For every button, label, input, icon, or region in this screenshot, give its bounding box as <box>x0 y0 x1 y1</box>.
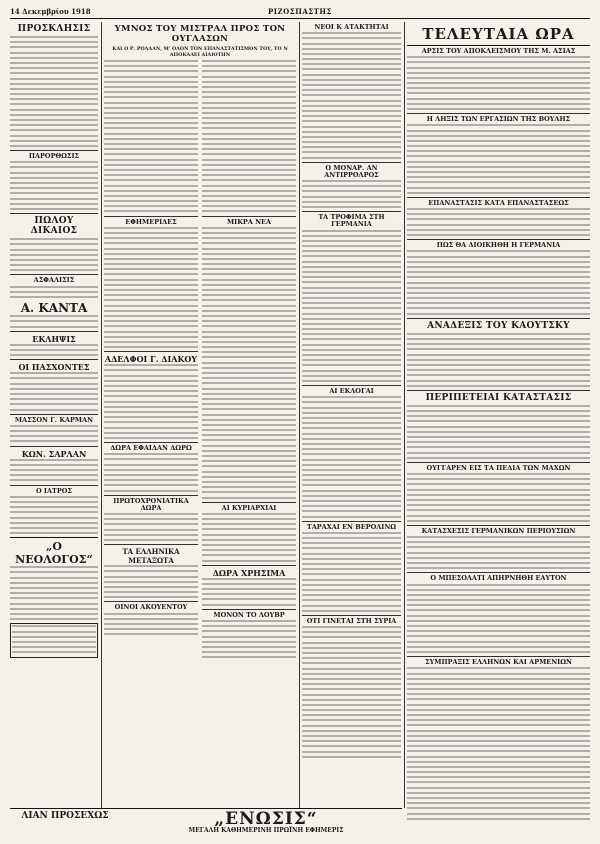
paper-name: ΡΙΖΟΣΠΑΣΤΗΣ <box>268 7 332 16</box>
article-text <box>407 333 590 387</box>
ad-protochroniatika: ΠΡΩΤΟΧΡΟΝΙΑΤΙΚΑ ΔΩΡΑ <box>113 496 189 512</box>
article-text <box>10 36 98 147</box>
article-text <box>302 396 401 517</box>
article-text <box>10 372 98 410</box>
article-text <box>10 161 98 210</box>
ad-lian-prosechos: ΛΙΑΝ ΠΡΟΣΕΧΩΣ <box>21 811 109 821</box>
column-center-left <box>104 22 296 804</box>
ad-enosis-subtitle: ΜΕΓΑΛΗ ΚΑΘΗΜΕΡΙΝΗ ΠΡΩΪΝΗ ΕΦΗΜΕΡΙΣ <box>188 827 344 834</box>
heading-tarachai: ΤΑΡΑΧΑΙ ΕΝ ΒΕΡΟΛΙΝΩ <box>306 522 397 531</box>
heading-kyriarchiai: ΑΙ ΚΥΡΙΑΡΧΙΑΙ <box>221 503 277 512</box>
article-text <box>10 425 98 443</box>
ad-metaxota: ΤΑ ΕΛΛΗΝΙΚΑ ΜΕΤΑΞΩΤΑ <box>122 547 180 566</box>
ad-diakou: ΑΔΕΛΦΟΙ Γ. ΔΙΑΚΟΥ <box>104 354 198 365</box>
heading-germania: ΠΩΣ ΘΑ ΔΙΟΙΚΗΘΗ Η ΓΕΡΜΑΝΙΑ <box>436 241 561 250</box>
heading-arsis: ΑΡΣΙΣ ΤΟΥ ΑΠΟΚΛΕΙΣΜΟΥ ΤΗΣ Μ. ΑΣΙΑΣ <box>421 47 576 55</box>
heading-besolati: Ο ΜΠΕΣΟΛΑΤΙ ΑΠΗΡΝΗΘΗ ΕΑΥΤΟΝ <box>430 574 567 583</box>
article-text <box>104 227 198 348</box>
ad-sarlan: ΚΩΝ. ΣΑΡΛΑΝ <box>21 448 87 459</box>
heading-proskliseis: ΠΡΟΣΚΛΗΣΙΣ <box>17 24 91 34</box>
column-rule <box>404 22 405 808</box>
heading-ekloges: ΑΙ ΕΚΛΟΓΑΙ <box>329 387 374 396</box>
article-text <box>302 230 401 382</box>
heading-vouli: Η ΛΗΞΙΣ ΤΩΝ ΕΡΓΑΣΙΩΝ ΤΗΣ ΒΟΥΛΗΣ <box>426 115 571 124</box>
heading-maches: ΟΥΓΓΑΡΕΝ ΕΙΣ ΤΑ ΠΕΔΙΑ ΤΩΝ ΜΑΧΩΝ <box>426 463 571 472</box>
heading-neoi: ΝΕΟΙ Κ ΑΤΑΚΤΗΤΑΙ <box>314 23 389 31</box>
ad-dora: ΔΩΡΑ ΕΦΑΙΔΑΝ ΔΩΡΩ <box>110 444 192 453</box>
headline-ymnos: ΥΜΝΟΣ ΤΟΥ ΜΙΣΤΡΑΛ ΠΡΟΣ ΤΟΝ ΟΥΓΛΑΣΩΝ <box>114 24 286 44</box>
heading-polou: ΠΩΛΟΥ ΔΙΚΑΙΟΣ <box>30 216 78 237</box>
article-text <box>104 613 198 636</box>
heading-syria: ΟΤΙ ΓΙΝΕΤΑΙ ΣΤΗ ΣΥΡΙΑ <box>306 616 397 625</box>
article-text <box>407 124 590 193</box>
ad-paschontes: ΟΙ ΠΑΣΧΟΝΤΕΣ <box>18 362 90 373</box>
ad-louvr: ΜΟΝΟΝ ΤΟ ΛΟΥΒΡ <box>213 610 285 619</box>
bottom-ad <box>10 808 402 839</box>
heading-trofima: ΤΑ ΤΡΟΦΙΜΑ ΣΤΗ ΓΕΡΜΑΝΙΑ <box>318 213 385 229</box>
ad-oinoi: ΟΙΝΟΙ ΑΚΟΥΕΝΤΟΥ <box>114 603 188 612</box>
article-text <box>407 473 590 522</box>
ad-masson: ΜΑΣΣΟΝ Γ. ΚΑΡΜΑΝ <box>14 415 94 424</box>
heading-efimerides: ΕΦΗΜΕΡΙΔΕΣ <box>125 217 177 226</box>
ad-iatros: Ο ΙΑΤΡΟΣ <box>36 486 72 495</box>
article-text <box>302 180 401 208</box>
article-text <box>202 578 296 606</box>
article-text <box>302 532 401 612</box>
heading-katastasis: ΠΕΡΙΠΕΤΕΙΑΙ ΚΑΤΑΣΤΑΣΙΣ <box>425 392 572 403</box>
article-text <box>10 459 98 482</box>
article-text <box>10 286 98 298</box>
heading-asfalisis: ΑΣΦΑΛΙΣΙΣ <box>33 276 75 285</box>
article-text <box>302 626 401 758</box>
subhead-rollan: ΚΑΙ Ο Ρ. ΡΟΛΛΑΝ, Μ' ΟΛΟΝ ΤΟΝ ΕΠΑΝΑΣΤΑΤΙΣΜΟΝ ΤΟΥ, ΤΟ Ν ΑΠΟΚΑΛΕΙ ΔΙΑΙΟΤΗΝ <box>112 46 288 58</box>
article-text <box>407 584 590 653</box>
ad-kanta: Α. ΚΑΝΤΑ <box>20 301 88 316</box>
article-text <box>302 32 401 159</box>
ad-dora-chrisima: ΔΩΡΑ ΧΡΗΣΙΜΑ <box>212 567 286 578</box>
heading-monarchis: Ο ΜΟΝΑΡ. ΑΝ ΑΝΤΙΡΡΟΛΡΟΣ <box>324 163 379 179</box>
article-text <box>104 60 198 212</box>
article-text <box>407 536 590 569</box>
column-left <box>10 22 98 804</box>
article-text <box>407 208 590 236</box>
ad-box <box>10 623 98 658</box>
article-text <box>202 620 296 658</box>
column-rule <box>299 22 300 808</box>
heading-mikra-nea: ΜΙΚΡΑ ΝΕΑ <box>226 217 272 226</box>
article-text <box>104 453 198 491</box>
article-text <box>407 667 590 819</box>
article-text <box>104 513 198 541</box>
article-text <box>202 60 296 212</box>
heading-kautsky: ΑΝΑΔΕΞΙΣ ΤΟΥ ΚΑΟΥΤΣΚΥ <box>427 320 570 331</box>
article-text <box>10 315 98 327</box>
ad-neologos: „Ο ΝΕΟΛΟΓΟΣ“ <box>15 540 93 567</box>
title-teleftaia-ora: ΤΕΛΕΥΤΑΙΑ ΩΡΑ <box>422 25 575 43</box>
heading-sympraxis: ΣΥΜΠΡΑΞΙΣ ΕΛΛΗΝΩΝ ΚΑΙ ΑΡΜΕΝΙΩΝ <box>425 658 572 667</box>
page-date: 14 Δεκεμβρίου 1918 <box>10 7 91 16</box>
article-text <box>202 227 296 499</box>
article-text <box>104 565 198 598</box>
heading-parorthosis: ΠΑΡΟΡΘΩΣΙΣ <box>28 152 80 161</box>
heading-epanastasis: ΕΠΑΝΑΣΤΑΣΙΣ ΚΑΤΑ ΕΠΑΝΑΣΤΑΣΕΩΣ <box>428 198 569 207</box>
ad-enosis-title: „ΕΝΩΣΙΣ“ <box>214 809 318 829</box>
page-header <box>10 6 590 19</box>
article-text <box>10 238 98 271</box>
article-text <box>10 344 98 356</box>
column-right <box>407 22 590 838</box>
ad-eklipsis: ΕΚΛΗΨΙΣ <box>32 333 76 344</box>
article-text <box>407 405 590 459</box>
column-rule <box>101 22 102 808</box>
article-text <box>104 364 198 439</box>
heading-katascheseis: ΚΑΤΑΣΧΕΣΙΣ ΓΕΡΜΑΝΙΚΩΝ ΠΕΡΙΟΥΣΙΩΝ <box>421 526 576 535</box>
article-text <box>202 513 296 562</box>
article-text <box>407 250 590 314</box>
article-text <box>407 56 590 110</box>
article-text <box>10 496 98 534</box>
article-text <box>10 566 98 620</box>
column-center-right <box>302 22 401 804</box>
